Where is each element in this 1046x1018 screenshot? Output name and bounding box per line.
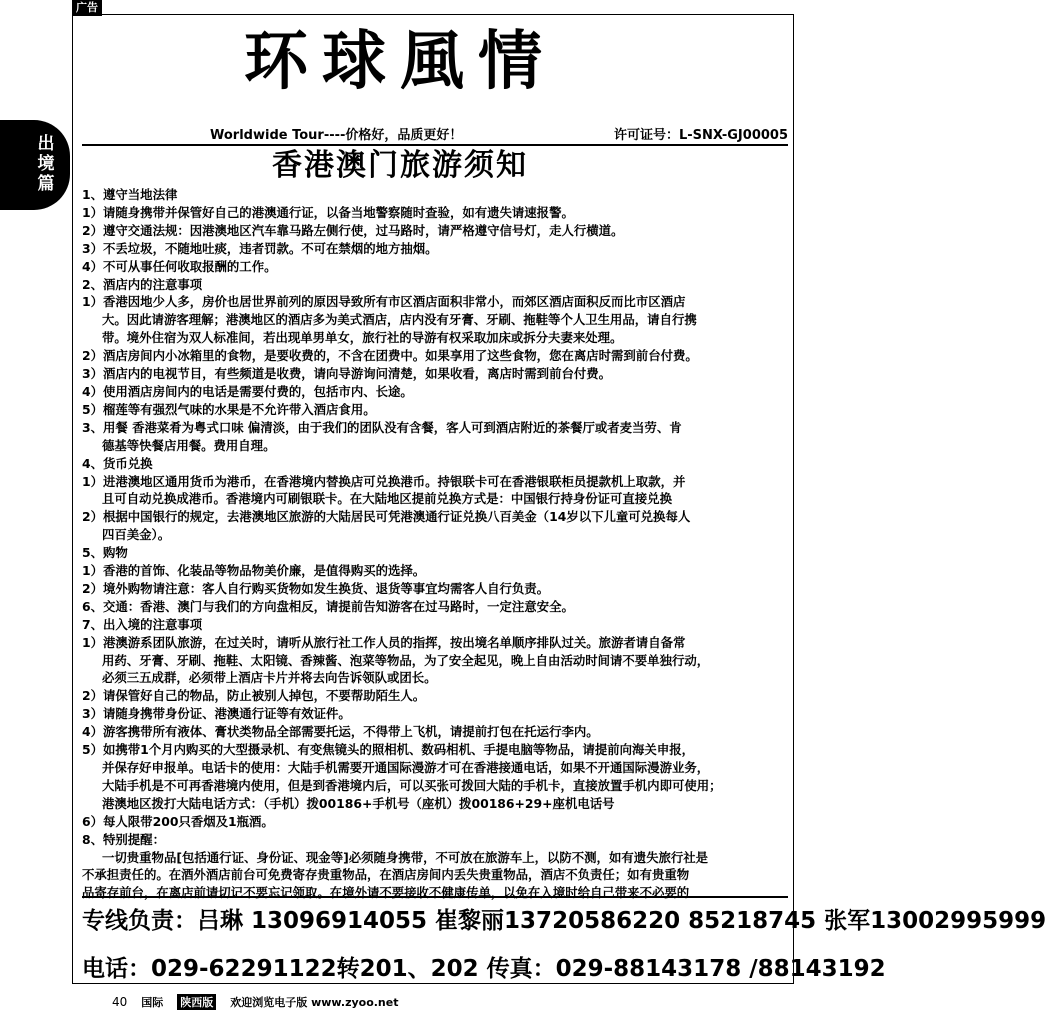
- ad-label: 广告: [72, 0, 102, 16]
- tagline-slogan: Worldwide Tour----价格好，品质更好！: [210, 128, 463, 143]
- notice-line: 2）境外购物请注意：客人自行购买货物如发生换货、退货等事宜均需客人自行负责。: [82, 580, 550, 596]
- notice-line: 6、交通：香港、澳门与我们的方向盘相反，请提前告知游客在过马路时，一定注意安全。: [82, 598, 574, 614]
- notice-line: 大陆手机是不可再香港境内使用，但是到香港境内后，可以买张可拨回大陆的手机卡，直接放置手机内即可使用；: [102, 777, 722, 793]
- notice-line: 并保存好申报单。电话卡的使用：大陆手机需要开通国际漫游才可在香港接通电话，如果不开通国际漫游业务，: [102, 760, 710, 775]
- phone-fax-line: 电话：029-62291122转201、202 传真：029-88143178 /88143192: [82, 956, 886, 982]
- divider-bottom: [82, 896, 788, 898]
- notice-line: 用药、牙膏、牙刷、拖鞋、太阳镜、香辣酱、泡菜等物品，为了安全起见，晚上自由活动时间请不要单独行动，: [102, 652, 710, 668]
- notice-line: 1）进港澳地区通用货币为港币，在香港境内替换店可兑换港币。持银联卡可在香港银联柜员提款机上取款，并: [82, 473, 686, 489]
- notice-line: 4）不可从事任何收取报酬的工作。: [82, 258, 277, 274]
- notice-line: 2）酒店房间内小冰箱里的食物，是要收费的，不含在团费中。如果享用了这些食物，您在离店时需到前台付费。: [82, 348, 698, 364]
- notice-line: 2）根据中国银行的规定，去港澳地区旅游的大陆居民可凭港澳通行证兑换八百美金（14岁以下儿童可兑换每人: [82, 509, 691, 525]
- page-number: 40: [112, 995, 128, 1009]
- side-tab-label: 出境篇: [37, 134, 55, 194]
- notice-line: 2、酒店内的注意事项: [82, 276, 203, 292]
- notice-line: 8、特别提醒：: [82, 831, 165, 847]
- notice-line: 1）香港因地少人多，房价也居世界前列的原因导致所有市区酒店面积非常小，而郊区酒店面积反而比市区酒店: [82, 294, 686, 310]
- notice-line: 4、货币兑换: [82, 455, 153, 471]
- notice-line: 大。因此请游客理解；港澳地区的酒店多为美式酒店，店内没有牙膏、牙刷、拖鞋等个人卫生用品，请自行携: [102, 312, 697, 328]
- notice-line: 5）榴莲等有强烈气味的水果是不允许带入酒店食用。: [82, 401, 376, 417]
- brand-title: 环球風情: [244, 24, 556, 99]
- notice-line: 2）请保管好自己的物品，防止被别人掉包，不要帮助陌生人。: [82, 688, 426, 704]
- edition-badge: 陕西版: [177, 994, 216, 1010]
- notice-line: 1）港澳游系团队旅游，在过关时，请听从旅行社工作人员的指挥，按出境名单顺序排队过关。旅游者请自备常: [82, 634, 686, 650]
- notice-line: 2）遵守交通法规：因港澳地区汽车靠马路左侧行使，过马路时，请严格遵守信号灯，走人行横道。: [82, 222, 624, 238]
- notice-line: 必须三五成群，必须带上酒店卡片并将去向告诉领队或团长。: [102, 670, 437, 686]
- notice-line: 1、遵守当地法律: [82, 187, 178, 202]
- notice-line: 4）使用酒店房间内的电话是需要付费的，包括市内、长途。: [82, 383, 413, 399]
- license-number: 许可证号：L-SNX-GJ00005: [613, 128, 788, 143]
- notice-line: 3）不丢垃圾，不随地吐痰，违者罚款。不可在禁烟的地方抽烟。: [82, 240, 438, 256]
- notice-line: 一切贵重物品[包括通行证、身份证、现金等]必须随身携带，不可放在旅游车上，以防不测，如有遗失旅行社是: [102, 849, 709, 865]
- notice-line: 且可自动兑换成港币。香港境内可刷银联卡。在大陆地区提前兑换方式是：中国银行持身份证可直接兑换: [102, 491, 672, 507]
- notice-line: 四百美金）。: [102, 527, 171, 543]
- notice-line: 不承担责任的。在酒外酒店前台可免费寄存贵重物品，在酒店房间内丢失贵重物品，酒店不负责任；如有贵重物: [82, 867, 690, 883]
- notice-line: 3）请随身携带身份证、港澳通行证等有效证件。: [82, 706, 351, 722]
- notice-line: 3、用餐 香港菜肴为粤式口味 偏清淡，由于我们的团队没有含餐，客人可到酒店附近的茶餐厅或者麦当劳、肯: [82, 419, 682, 435]
- page-title: 香港澳门旅游须知: [272, 148, 528, 183]
- tagline: [210, 124, 788, 143]
- contact-line: 专线负责：吕琳 13096914055 崔黎丽13720586220 85218745 张军13002995999: [82, 908, 1046, 934]
- notice-line: 3）酒店内的电视节目，有些频道是收费，请向导游询问清楚，如果收看，离店时需到前台付费。: [82, 366, 612, 382]
- notice-line: 品寄存前台，在离店前请切记不要忘记领取。在境外请不要接收不健康传单，以免在入境时给自己带来不必要的: [82, 885, 690, 901]
- notice-body: [82, 186, 786, 902]
- notice-line: 德基等快餐店用餐。费用自理。: [102, 437, 276, 453]
- footer-section: 国际: [141, 996, 164, 1009]
- notice-line: 1）香港的首饰、化装品等物品物美价廉，是值得购买的选择。: [82, 563, 426, 579]
- footer-website[interactable]: 欢迎浏览电子版 www.zyoo.net: [230, 996, 399, 1009]
- notice-line: 港澳地区拨打大陆电话方式：（手机）拨00186+手机号（座机）拨00186+29+座机电话号: [102, 795, 615, 811]
- page-footer: [112, 994, 399, 1010]
- notice-line: 1）请随身携带并保管好自己的港澳通行证，以备当地警察随时查验，如有遗失请速报警。: [82, 204, 574, 220]
- notice-line: 4）游客携带所有液体、膏状类物品全部需要托运，不得带上飞机，请提前打包在托运行李内。: [82, 724, 599, 740]
- notice-line: 带。境外住宿为双人标准间，若出现单男单女，旅行社的导游有权采取加床或拆分夫妻来处理。: [102, 330, 623, 346]
- notice-line: 7、出入境的注意事项: [82, 616, 203, 632]
- notice-line: 5、购物: [82, 545, 128, 561]
- notice-line: 6）每人限带200只香烟及1瓶酒。: [82, 813, 274, 829]
- notice-line: 5）如携带1个月内购买的大型摄录机、有变焦镜头的照相机、数码相机、手提电脑等物品，请提前向海关申报，: [82, 742, 694, 758]
